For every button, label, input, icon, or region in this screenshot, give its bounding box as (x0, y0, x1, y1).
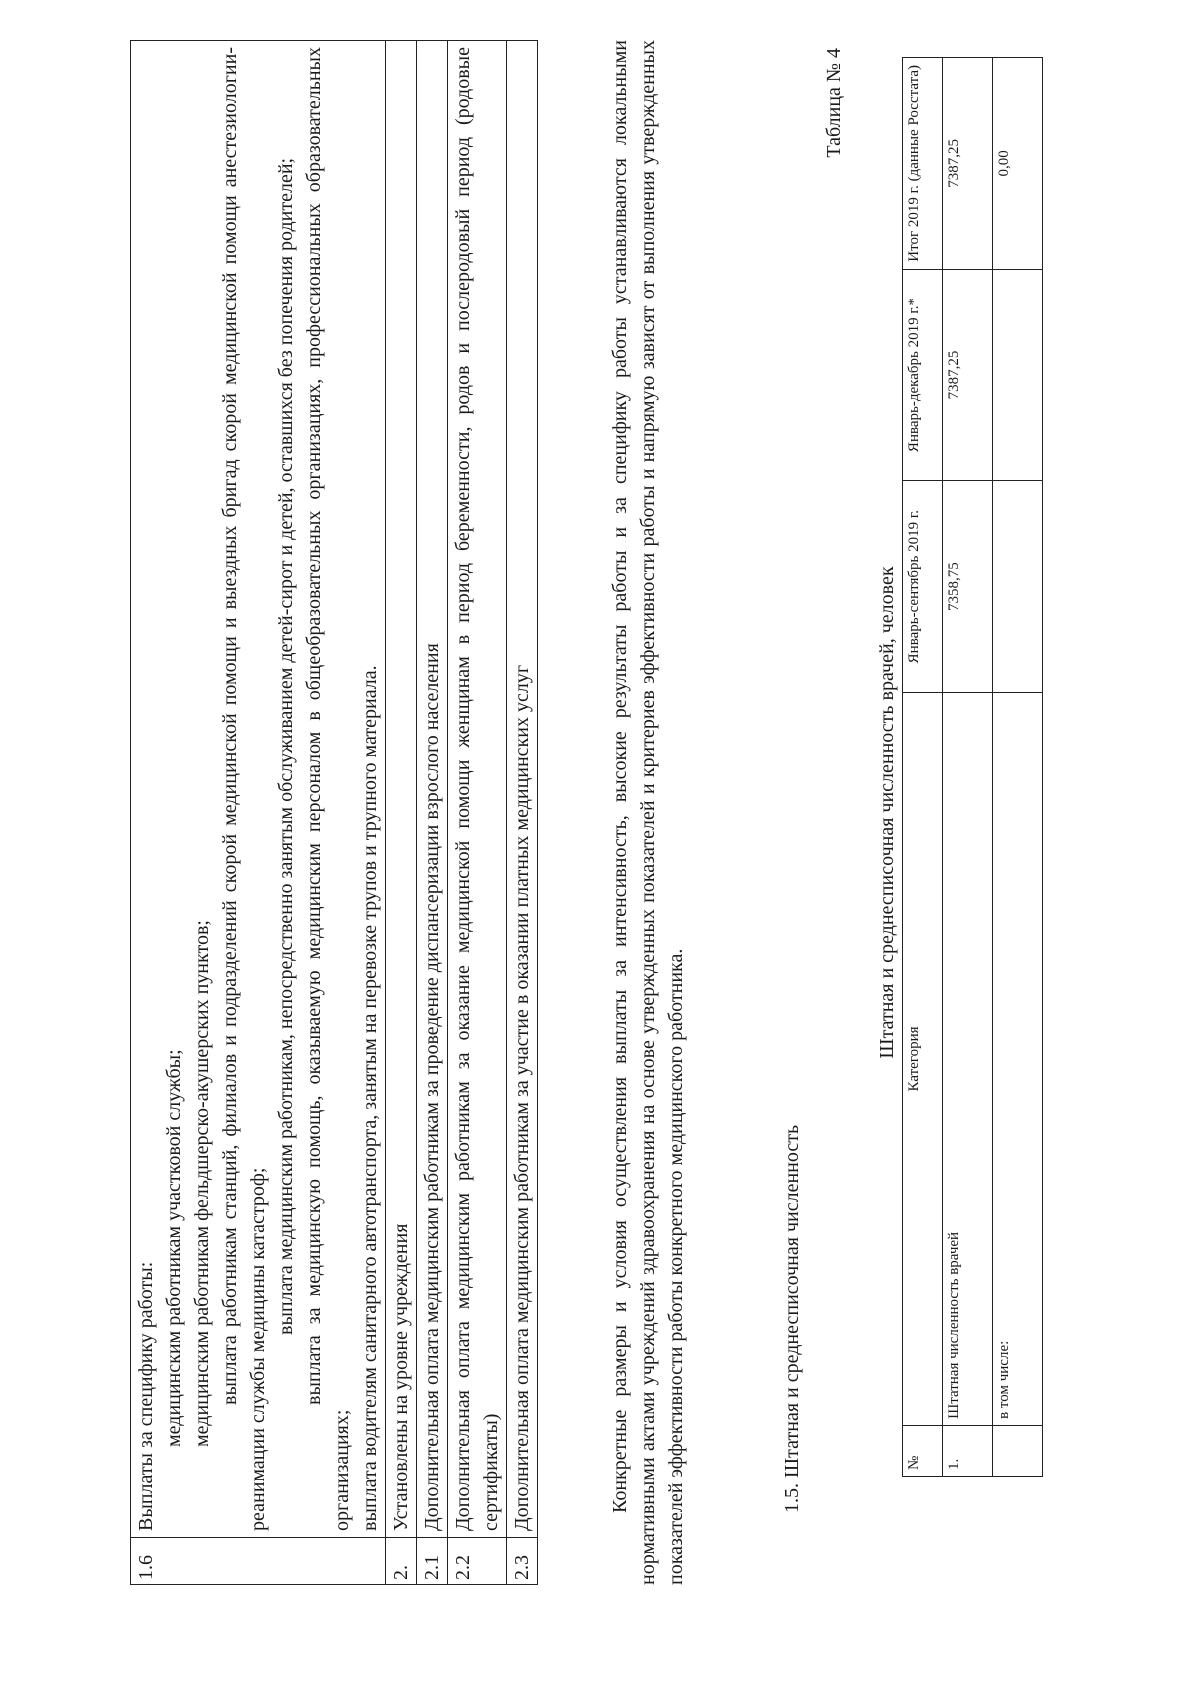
header-num: № (903, 1425, 943, 1476)
staff-table-header-row (903, 58, 943, 1477)
table-row (417, 41, 448, 1585)
row-text-line: медицинским работникам участковой службы; (163, 1049, 185, 1447)
row-jan-sep: 7358,75 (943, 481, 993, 693)
row-number: 2.2 (448, 1538, 507, 1585)
header-jan-dec: Январь-декабрь 2019 г.* (903, 269, 943, 481)
row-text-line: выплата водителям санитарного автотранспорта, занятым на перевозке трупов и трупного материала. (359, 665, 381, 1531)
table-row (943, 58, 993, 1477)
row-text-line: Дополнительная оплата медицинским работникам за проведение диспансеризации взрослого населения (421, 643, 443, 1531)
header-category: Категория (903, 692, 943, 1425)
payments-table (130, 40, 538, 1585)
row-num: 1. (943, 1425, 993, 1476)
table-number-label: Таблица № 4 (823, 48, 845, 158)
row-num (993, 1425, 1043, 1476)
row-text-line: выплата работникам станций, филиалов и подразделений скорой медицинской помощи и выездных бригад скорой медицинской помощи анестезиологии-реанимации службы медицины катастроф; (219, 47, 269, 1531)
header-jan-sep: Январь-сентябрь 2019 г. (903, 481, 943, 693)
row-rosstat: 0,00 (993, 58, 1043, 270)
row-text-line: медицинским работникам фельдшерско-акушерских пунктов; (191, 920, 213, 1447)
section-heading: 1.5. Штатная и среднесписочная численность (781, 1124, 803, 1513)
table-row (507, 41, 538, 1585)
row-jan-dec: 7387,25 (943, 269, 993, 481)
staff-table (902, 57, 1043, 1477)
row-number: 2.1 (417, 1538, 448, 1585)
row-text (507, 41, 538, 1538)
row-text-line: Дополнительная оплата медицинским работникам за оказание медицинской помощи женщинам в период беременности, родов и послеродовый период (родовые сертификаты) (452, 47, 502, 1531)
row-text-line: выплата медицинским работникам, непосредственно занятым обслуживанием детей-сирот и детей, оставшихся без попечения родителей; (275, 157, 297, 1335)
row-jan-dec (993, 269, 1043, 481)
rotated-content (130, 40, 1090, 1585)
table-row (386, 41, 417, 1585)
row-category: Штатная численность врачей (943, 692, 993, 1425)
row-text (448, 41, 507, 1538)
row-category: в том числе: (993, 692, 1043, 1425)
row-jan-sep (993, 481, 1043, 693)
row-rosstat: 7387,25 (943, 58, 993, 270)
header-rosstat: Итог 2019 г. (данные Росстата) (903, 58, 943, 270)
row-number: 2.3 (507, 1538, 538, 1585)
table-row (993, 58, 1043, 1477)
table-row (131, 41, 386, 1585)
table-row (448, 41, 507, 1585)
row-text-line: выплата за медицинскую помощь, оказываемую медицинским персоналом в общеобразовательных организациях, профессиональных образовательных организациях; (303, 47, 353, 1531)
row-number: 2. (386, 1538, 417, 1585)
row-text (131, 41, 386, 1538)
row-text (417, 41, 448, 1538)
row-text-line: Выплаты за специфику работы: (135, 1261, 157, 1531)
row-text-line: Установлены на уровне учреждения (390, 1223, 412, 1531)
row-text-line: Дополнительная оплата медицинским работникам за участие в оказании платных медицинских услуг (511, 664, 533, 1531)
row-number: 1.6 (131, 1538, 386, 1585)
row-text (386, 41, 417, 1538)
body-paragraph: Конкретные размеры и условия осуществления выплаты за интенсивность, высокие результаты работы и за специфику работы устанавливаются локальными нормативными актами учреждений здравоохранения на основе утвержденных показателей и критериев эффективности работы и напрямую зависят от выполнения утвержденных показателей эффективности работы конкретного медицинского работника. (609, 40, 687, 1585)
table-title: Штатная и среднесписочная численность врачей, человек (876, 566, 898, 1059)
